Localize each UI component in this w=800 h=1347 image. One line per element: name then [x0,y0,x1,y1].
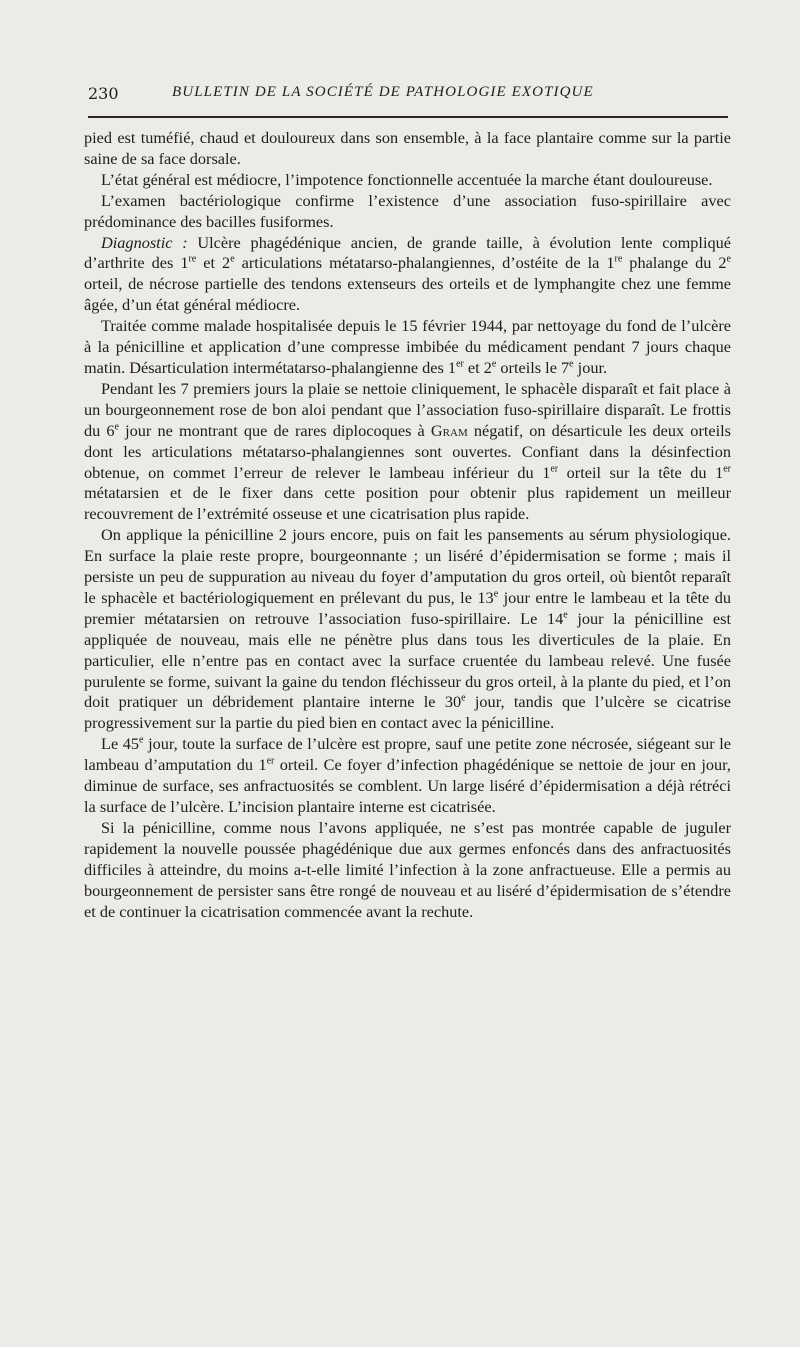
superscript: er [723,463,731,475]
paragraph-text: et 2 [196,253,231,273]
paragraph-text: jour la pénicilline est appliquée de nouveau, mais elle ne pénètre plus dans tous les diverticules de la plaie. En particulier, elle n’entre pas en contact avec la surface cruentée du lambeau relevé. Une fusée purulente se forme, suivant la gaine du tendon fléchisseur du gros orteil, à la plante du pied, et l’on doit pratiquer un débridement plantaire interne le 30 [84,608,731,712]
running-title: BULLETIN DE LA SOCIÉTÉ DE PATHOLOGIE EXOTIQUE [172,84,594,100]
paragraph-text: jour entre le lambeau et la tête du premier métatarsien on retrouve l’association fuso-spirillaire. Le 14 [84,587,732,628]
gram-term: Gram [430,420,468,440]
paragraph-diagnostic [84,233,731,317]
diagnostic-label: Diagnostic : [101,232,188,252]
paragraph-text: articulations métatarso-phalangiennes, d’ostéite de la 1 [234,253,615,273]
paragraph [84,818,731,923]
superscript: e [563,609,568,621]
superscript: er [550,463,559,475]
paragraph-text: Si la pénicilline, comme nous l’avons appliquée, ne s’est pas montrée capable de juguler rapidement la nouvelle poussée phagédénique due aux germes enfoncés dans des anfractuosités difficiles à atteindre, du moins a-t-elle limité l’infection à la zone anfractueuse. Elle a permis au bourgeonnement de persister sans être rongé de nouveau et au liséré d’épidermisation de s’étendre et de continuer la cicatrisation commencée avant la rechute. [84,817,731,921]
paragraph-text: pied est tuméfié, chaud et douloureux dans son ensemble, à la face plantaire comme sur la partie saine de sa face dorsale. [84,128,731,168]
header-rule [88,116,728,118]
superscript: e [114,421,119,433]
superscript: er [266,755,275,767]
paragraph [84,734,731,818]
superscript: e [491,358,497,370]
paragraph [84,128,731,170]
paragraph-text: Le 45 [101,734,140,754]
superscript: e [726,254,731,266]
running-header [88,84,728,108]
superscript: e [230,254,235,266]
paragraph-text: métatarsien et de le fixer dans cette position pour obtenir plus rapidement un meilleur recouvrement de l’extrémité osseuse et une cicatrisation plus rapide. [84,483,731,524]
superscript: re [188,254,197,266]
paragraph-text: jour, toute la surface de l’ulcère est propre, sauf une petite zone nécrosée, siégeant sur le lambeau d’amputation du 1 [84,734,731,775]
paragraph [84,525,731,734]
superscript: e [139,734,144,746]
paragraph-text: et 2 [463,357,492,377]
paragraph-text: jour ne montrant que de rares diplocoques à [119,420,431,440]
paragraph-text: Ulcère phagédénique ancien, de grande taille, à évolution lente compliqué d’arthrite des 1 [84,232,731,273]
paragraph-text: orteil, de nécrose partielle des tendons extenseurs des orteils et de lymphangite chez une femme âgée, d’un état général médiocre. [84,274,731,315]
paragraph-text: Traitée comme malade hospitalisée depuis le 15 février 1944, par nettoyage du fond de l’ulcère à la pénicilline et application d’une compresse imbibée du médicament pendant 7 jours chaque matin. Désarticulation intermétatarso-phalangienne des 1 [84,316,731,377]
paragraph-text: On applique la pénicilline 2 jours encore, puis on fait les pansements au sérum physiologique. En surface la plaie reste propre, bourgeonnante ; un liséré d’épidermisation se forme ; mais il persiste un peu de suppuration au niveau du foyer d’amputation du gros orteil, où bientôt reparaît le sphacèle et bactériologiquement en prélevant du pus, le 13 [84,525,731,607]
superscript: re [614,254,623,266]
superscript: e [569,358,574,370]
paragraph-text: orteil. Ce foyer d’infection phagédénique se nettoie de jour en jour, diminue de surface, ses anfractuosités se comblent. Un large liséré d’épidermisation a déjà rétréci la surface de l’ulcère. L’incision plantaire interne est cicatrisée. [84,755,731,816]
paragraph-text: L’examen bactériologique confirme l’existence d’une association fuso-spirillaire avec prédominance des bacilles fusiformes. [84,190,731,231]
paragraph-text: orteil sur la tête du 1 [558,462,724,482]
paragraph-text: négatif, on désarticule les deux orteils dont les articulations métatarso-phalangiennes sont ouvertes. Confiant dans la désinfection obtenue, on commet l’erreur de relever le lambeau inférieur du 1 [84,420,731,482]
paragraph [84,316,731,379]
paragraph [84,379,731,525]
superscript: er [456,358,464,370]
article-body [84,128,731,922]
paragraph [84,191,731,233]
paragraph-text: jour. [573,357,608,377]
superscript: e [461,693,466,705]
paragraph-text: jour, tandis que l’ulcère se cicatrise progressivement sur la partie du pied bien en contact avec la pénicilline. [84,692,731,733]
paragraph-text: Pendant les 7 premiers jours la plaie se nettoie cliniquement, le sphacèle disparaît et fait place à un bourgeonnement rose de bon aloi pendant que l’association fuso-spirillaire disparaît. Le frottis du 6 [84,378,731,440]
paragraph [84,170,731,191]
paragraph-text: phalange du 2 [622,253,727,273]
paragraph-text: orteils le 7 [496,357,570,377]
superscript: e [493,588,499,600]
paragraph-text: L’état général est médiocre, l’impotence fonctionnelle accentuée la marche étant douloureuse. [101,169,713,189]
page-number: 230 [88,84,119,103]
